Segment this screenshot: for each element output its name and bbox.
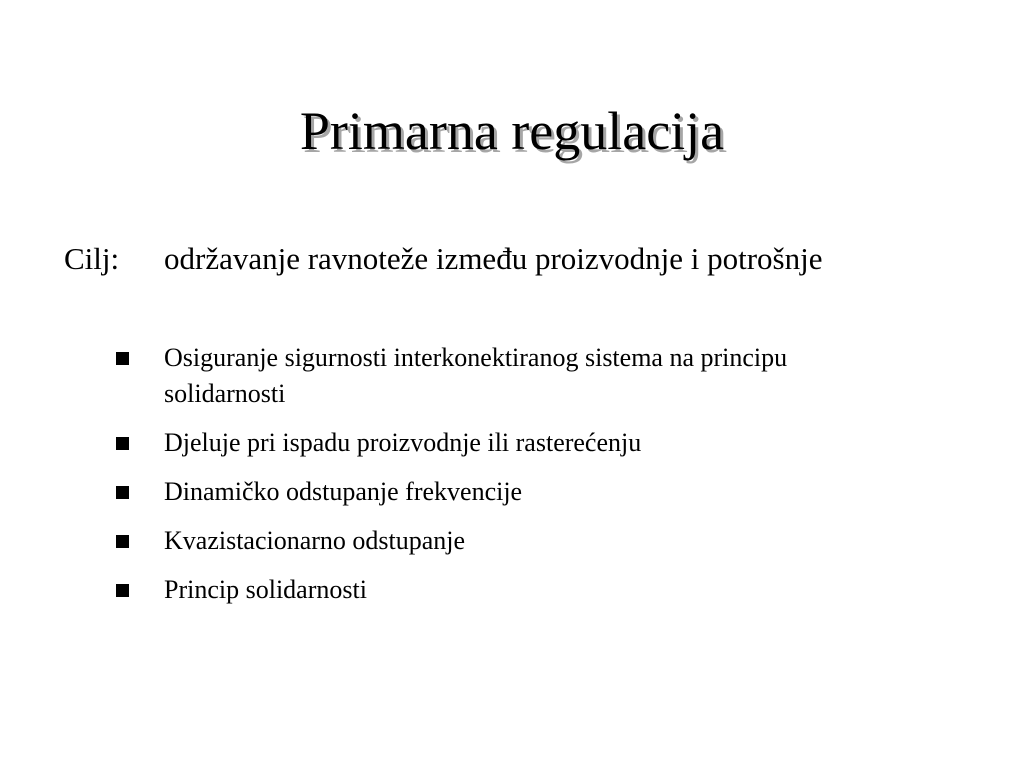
bullet-text: Osiguranje sigurnosti interkonektiranog sistema na principu solidarnosti (164, 343, 788, 408)
square-bullet-icon (116, 486, 129, 499)
bullet-text: Kvazistacionarno odstupanje (164, 526, 466, 555)
goal-text: održavanje ravnoteže između proizvodnje i potrošnje (164, 241, 823, 276)
bullet-item (112, 340, 912, 412)
goal-block (64, 236, 964, 282)
slide-title: Primarna regulacija (299, 101, 725, 161)
bullet-text: Djeluje pri ispadu proizvodnje ili rasterećenju (164, 428, 642, 457)
square-bullet-icon (116, 352, 129, 365)
bullet-item (112, 425, 912, 461)
bullet-text: Dinamičko odstupanje frekvencije (164, 477, 523, 506)
square-bullet-icon (116, 584, 129, 597)
goal-label: Cilj: (64, 241, 120, 276)
square-bullet-icon (116, 535, 129, 548)
bullet-item (112, 572, 912, 608)
bullet-item (112, 523, 912, 559)
bullet-list (112, 340, 912, 621)
bullet-item (112, 474, 912, 510)
square-bullet-icon (116, 437, 129, 450)
bullet-text: Princip solidarnosti (164, 575, 367, 604)
